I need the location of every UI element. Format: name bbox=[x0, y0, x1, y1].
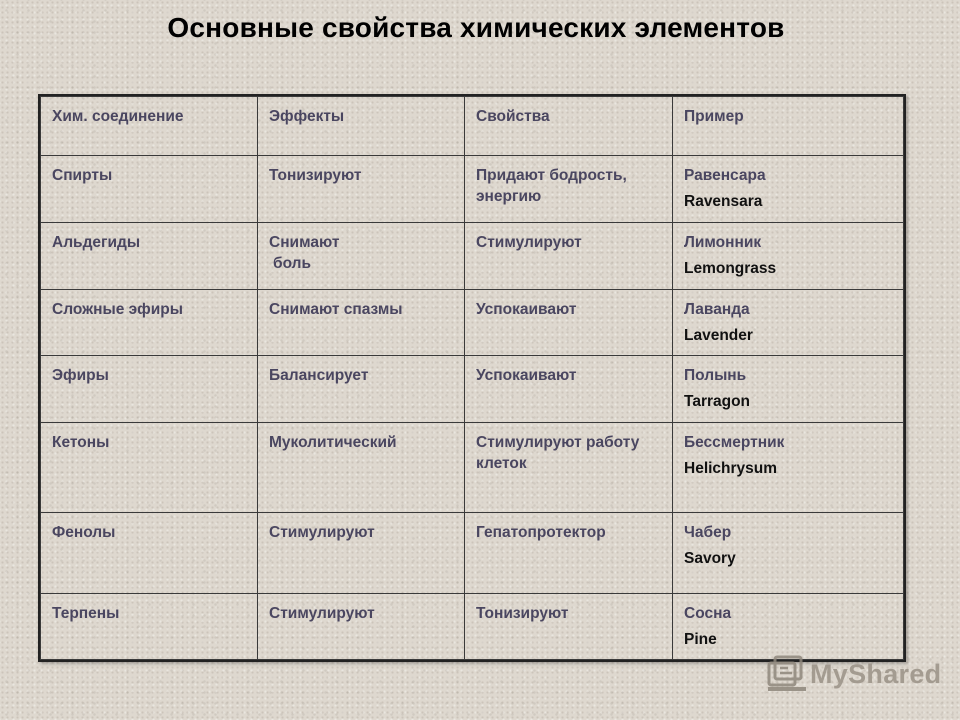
cell-compound: Альдегиды bbox=[41, 223, 258, 290]
example-ru: Сосна bbox=[684, 605, 732, 622]
example-ru: Лимонник bbox=[684, 234, 762, 251]
effect-text: Муколитический bbox=[269, 434, 397, 451]
table-header-row bbox=[41, 97, 904, 156]
table-row bbox=[41, 290, 904, 356]
cell-example bbox=[673, 156, 904, 223]
effect-text: Стимулируют bbox=[269, 605, 375, 622]
cell-effect bbox=[258, 423, 465, 513]
page-title: Основные свойства химических элементов bbox=[167, 12, 785, 43]
effect-text: Тонизируют bbox=[269, 167, 362, 184]
table-row bbox=[41, 223, 904, 290]
cell-effect bbox=[258, 356, 465, 423]
example-ru: Чабер bbox=[684, 524, 732, 541]
table-row bbox=[41, 513, 904, 594]
cell-effect bbox=[258, 594, 465, 660]
effect-text: Балансирует bbox=[269, 367, 369, 384]
cell-example bbox=[673, 290, 904, 356]
example-ru: Лаванда bbox=[684, 301, 750, 318]
example-ru: Бессмертник bbox=[684, 434, 785, 451]
myshared-watermark bbox=[766, 652, 941, 696]
cell-compound: Эфиры bbox=[41, 356, 258, 423]
cell-compound: Фенолы bbox=[41, 513, 258, 594]
myshared-logo-icon bbox=[766, 654, 808, 694]
cell-compound: Терпены bbox=[41, 594, 258, 660]
header-compound: Хим. соединение bbox=[41, 97, 258, 156]
cell-compound: Кетоны bbox=[41, 423, 258, 513]
example-en: Savory bbox=[684, 550, 736, 567]
example-en: Ravensara bbox=[684, 193, 763, 210]
header-properties: Свойства bbox=[465, 97, 673, 156]
table-row bbox=[41, 423, 904, 513]
example-en: Tarragon bbox=[684, 393, 751, 410]
cell-property: Стимулируют работу клеток bbox=[465, 423, 673, 513]
watermark-text: MyShared bbox=[810, 658, 942, 689]
cell-example bbox=[673, 513, 904, 594]
example-en: Lemongrass bbox=[684, 260, 777, 277]
cell-property: Тонизируют bbox=[465, 594, 673, 660]
cell-property: Успокаивают bbox=[465, 290, 673, 356]
table-row bbox=[41, 594, 904, 660]
effect-text: Стимулируют bbox=[269, 524, 375, 541]
cell-effect bbox=[258, 290, 465, 356]
table-row bbox=[41, 156, 904, 223]
header-effects: Эффекты bbox=[258, 97, 465, 156]
table-row bbox=[41, 356, 904, 423]
example-en: Helichrysum bbox=[684, 460, 778, 477]
effect-text: Снимают bbox=[269, 234, 340, 251]
cell-property: Гепатопротектор bbox=[465, 513, 673, 594]
cell-effect bbox=[258, 223, 465, 290]
example-ru: Равенсара bbox=[684, 167, 766, 184]
cell-property: Успокаивают bbox=[465, 356, 673, 423]
example-en: Lavender bbox=[684, 327, 753, 344]
cell-compound: Спирты bbox=[41, 156, 258, 223]
properties-table bbox=[40, 96, 904, 660]
effect-text: боль bbox=[273, 255, 312, 272]
cell-example bbox=[673, 594, 904, 660]
effect-text: Снимают спазмы bbox=[269, 301, 403, 318]
cell-example bbox=[673, 356, 904, 423]
cell-compound: Сложные эфиры bbox=[41, 290, 258, 356]
cell-effect bbox=[258, 513, 465, 594]
cell-example bbox=[673, 423, 904, 513]
cell-effect bbox=[258, 156, 465, 223]
properties-table-frame bbox=[38, 94, 906, 662]
cell-property: Придают бодрость, энергию bbox=[465, 156, 673, 223]
cell-property: Стимулируют bbox=[465, 223, 673, 290]
cell-example bbox=[673, 223, 904, 290]
example-ru: Полынь bbox=[684, 367, 747, 384]
header-example: Пример bbox=[673, 97, 904, 156]
example-en: Pine bbox=[684, 631, 717, 648]
